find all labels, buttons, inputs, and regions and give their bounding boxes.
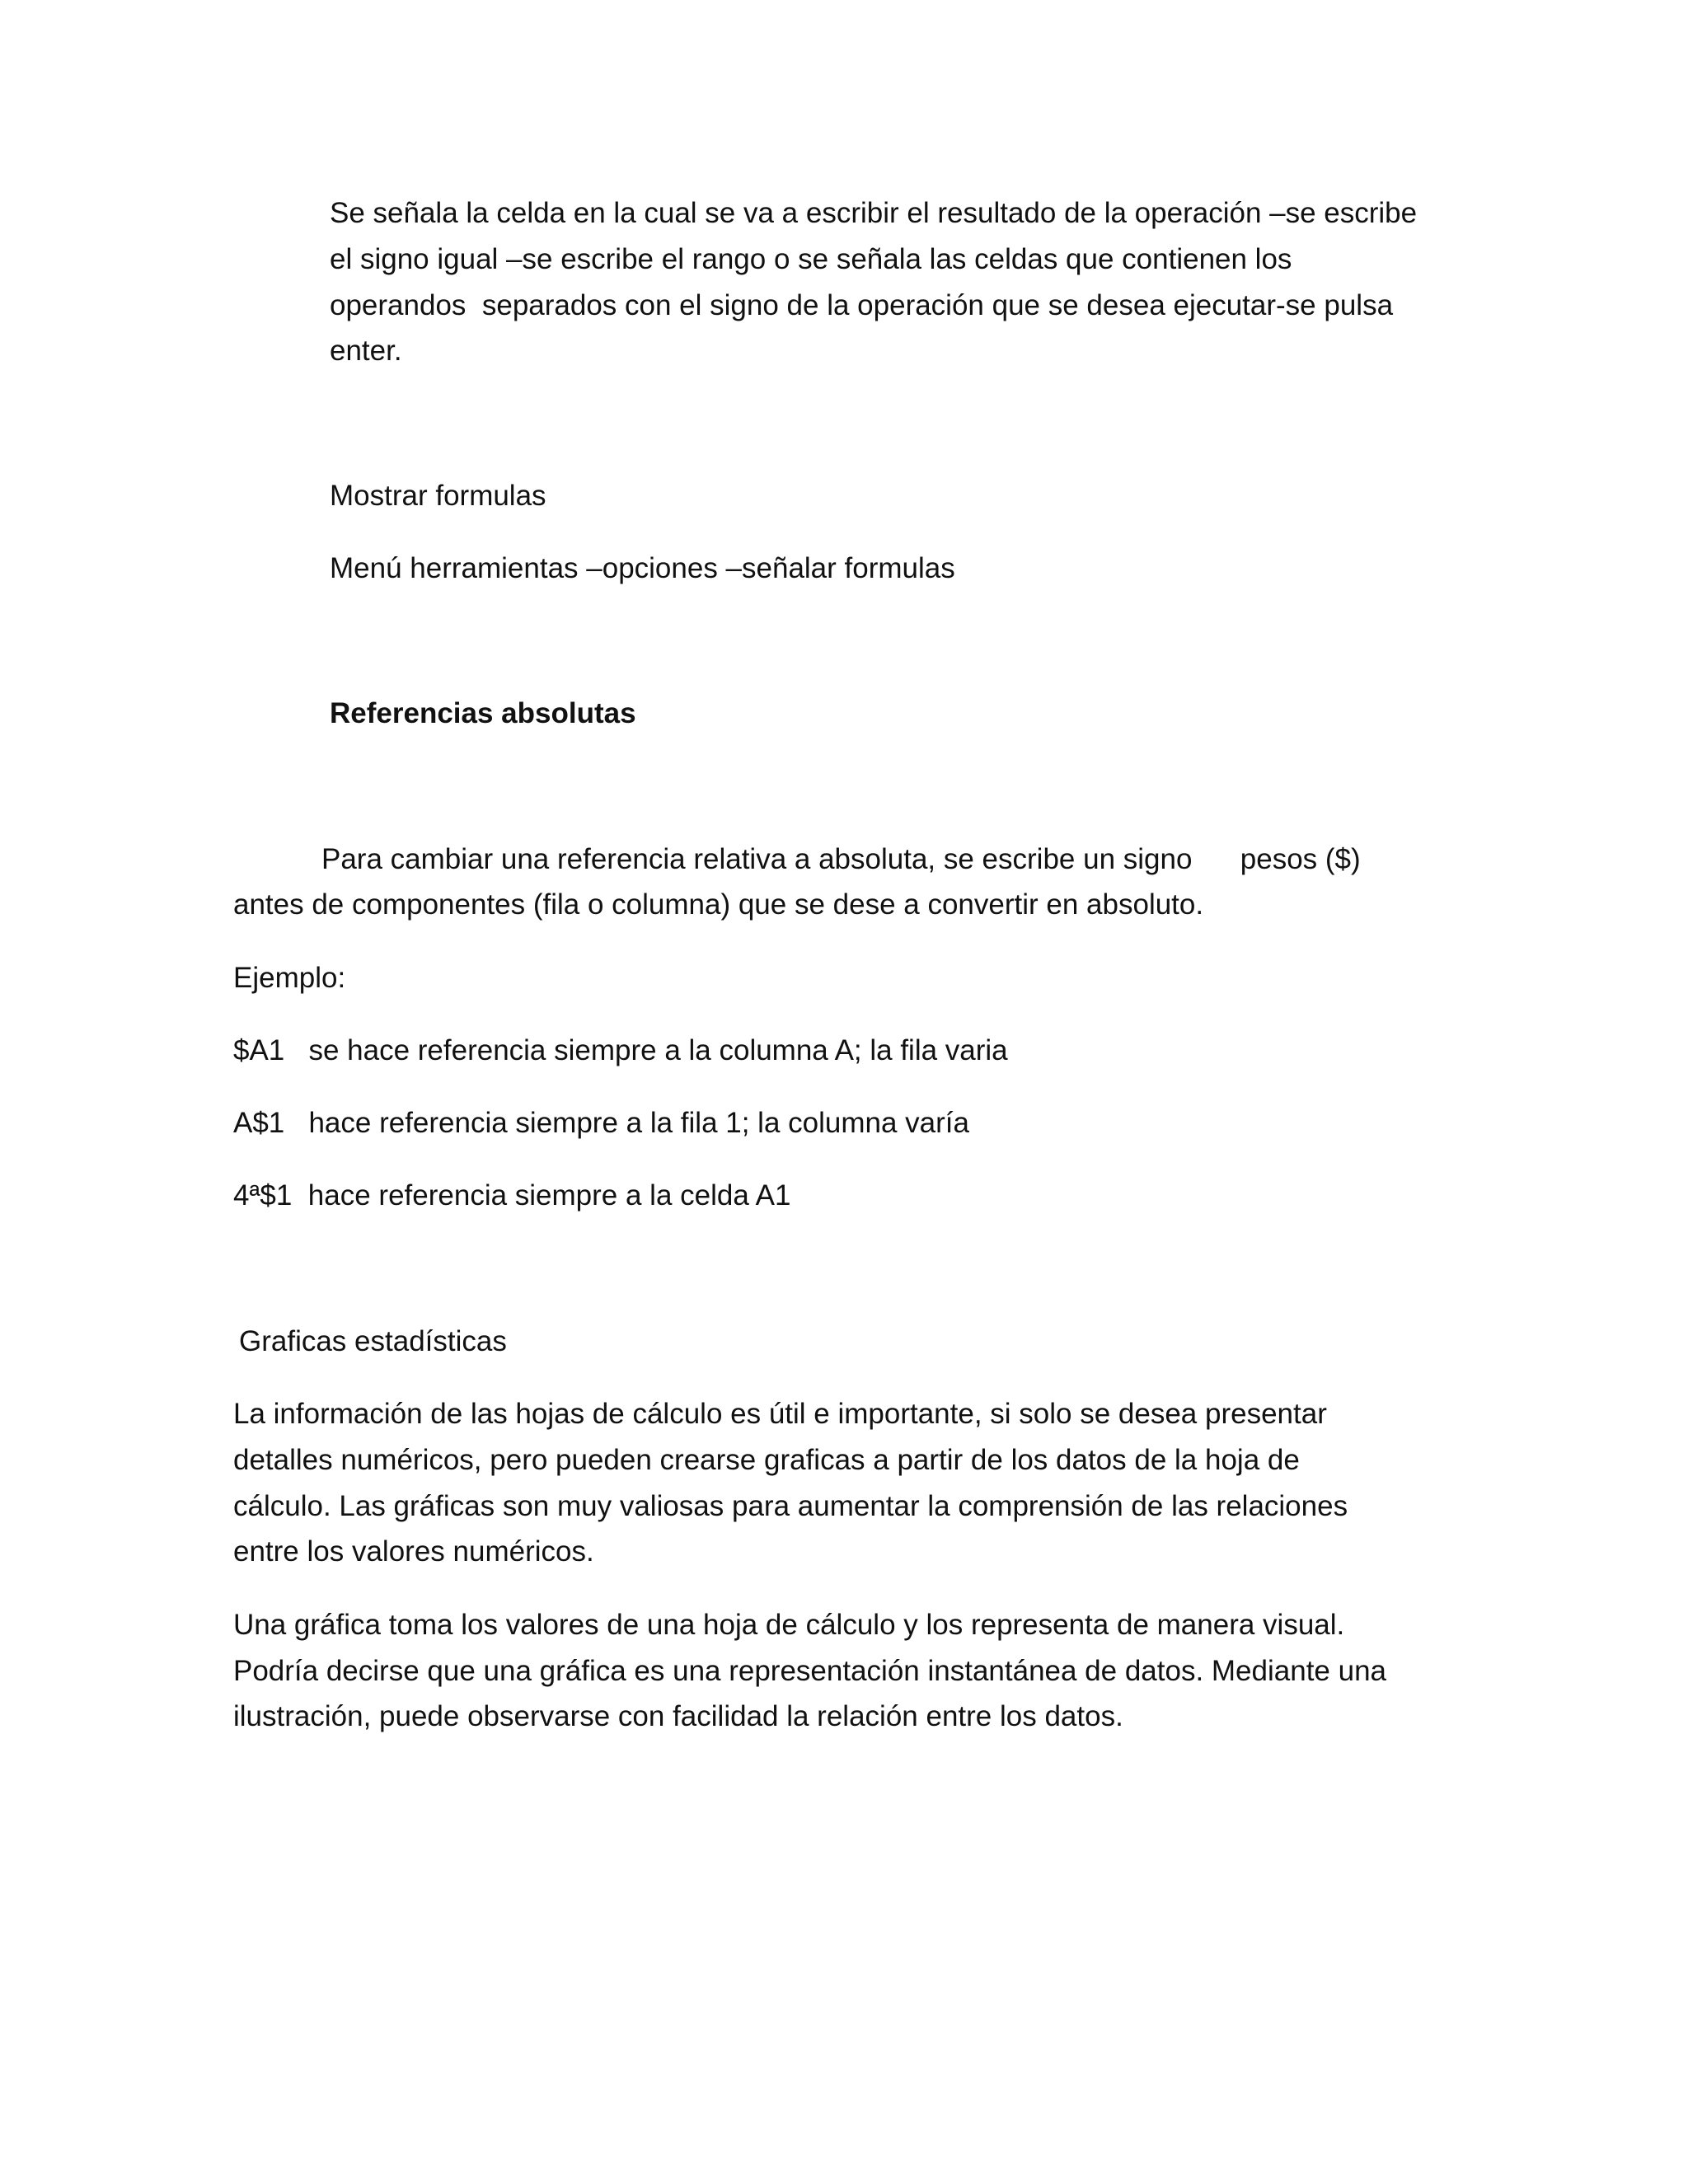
- example-item-3: 4ª$1 hace referencia siempre a la celda A1: [233, 1179, 791, 1212]
- intro-line-2: el signo igual –se escribe el rango o se señala las celdas que contienen los: [330, 243, 1292, 275]
- charts-paragraph-1-line-1: La información de las hojas de cálculo es útil e importante, si solo se desea presentar: [233, 1398, 1327, 1430]
- example-label: Ejemplo:: [233, 962, 346, 994]
- charts-paragraph-1-line-2: detalles numéricos, pero pueden crearse graficas a partir de los datos de la hoja de: [233, 1444, 1300, 1476]
- charts-paragraph-2-line-1: Una gráfica toma los valores de una hoja de cálculo y los representa de manera visual.: [233, 1609, 1345, 1641]
- absolute-refs-explanation-line-2: antes de componentes (fila o columna) que se dese a convertir en absoluto.: [233, 888, 1204, 921]
- charts-paragraph-1-line-4: entre los valores numéricos.: [233, 1535, 594, 1568]
- charts-paragraph-2-line-2: Podría decirse que una gráfica es una representación instantánea de datos. Mediante una: [233, 1655, 1387, 1687]
- example-item-1: $A1 se hace referencia siempre a la columna A; la fila varia: [233, 1034, 1008, 1066]
- show-formulas-title: Mostrar formulas: [330, 480, 546, 512]
- charts-heading: Graficas estadísticas: [239, 1325, 507, 1357]
- absolute-refs-explanation-line-1: Para cambiar una referencia relativa a absoluta, se escribe un signo pesos ($): [321, 843, 1361, 875]
- intro-line-3: operandos separados con el signo de la operación que se desea ejecutar-se pulsa: [330, 289, 1394, 321]
- show-formulas-steps: Menú herramientas –opciones –señalar formulas: [330, 552, 955, 584]
- example-item-2: A$1 hace referencia siempre a la fila 1; la columna varía: [233, 1107, 969, 1139]
- charts-paragraph-2-line-3: ilustración, puede observarse con facilidad la relación entre los datos.: [233, 1700, 1123, 1732]
- intro-line-4: enter.: [330, 335, 402, 367]
- charts-paragraph-1-line-3: cálculo. Las gráficas son muy valiosas para aumentar la comprensión de las relaciones: [233, 1490, 1348, 1522]
- absolute-refs-heading: Referencias absolutas: [330, 697, 636, 729]
- intro-line-1: Se señala la celda en la cual se va a escribir el resultado de la operación –se escribe: [330, 197, 1418, 229]
